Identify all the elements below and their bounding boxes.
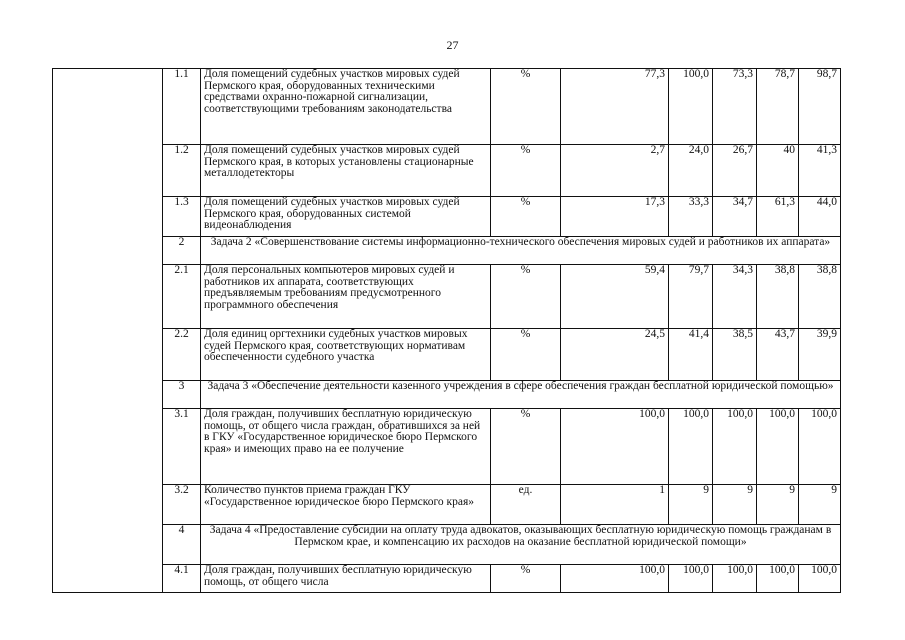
value-cell: 73,3 — [713, 69, 757, 145]
value-cell: 100,0 — [799, 565, 841, 593]
indicator-description: Количество пунктов приема граждан ГКУ «Государственное юридическое бюро Пермского края» — [201, 485, 491, 525]
value-cell: 44,0 — [799, 197, 841, 237]
task-number: 4 — [163, 525, 201, 565]
indicator-description: Доля граждан, получивших бесплатную юридическую помощь, от общего числа граждан, обратившихся за ней в ГКУ «Государственное юридическое бюро Пермского края» и имеющих право на ее получение — [201, 409, 491, 485]
table-row — [53, 409, 841, 485]
indicator-description: Доля помещений судебных участков мировых судей Пермского края, оборудованных техническими средствами охранно-пожарной сигнализации, соответствующими требованиям законодательства — [201, 69, 491, 145]
table-row — [53, 565, 841, 593]
value-cell: 61,3 — [757, 197, 799, 237]
value-cell: 2,7 — [561, 145, 669, 197]
value-cell: 9 — [713, 485, 757, 525]
row-number: 3.1 — [163, 409, 201, 485]
task-row — [53, 381, 841, 409]
task-number: 3 — [163, 381, 201, 409]
value-cell: 98,7 — [799, 69, 841, 145]
table-row — [53, 265, 841, 329]
unit-cell: % — [491, 265, 561, 329]
page-number: 27 — [446, 38, 459, 52]
value-cell: 43,7 — [757, 329, 799, 381]
value-cell: 9 — [757, 485, 799, 525]
row-number: 1.3 — [163, 197, 201, 237]
value-cell: 41,4 — [669, 329, 713, 381]
value-cell: 100,0 — [561, 409, 669, 485]
task-row — [53, 525, 841, 565]
indicator-description: Доля помещений судебных участков мировых судей Пермского края, в которых установлены стационарные металлодетекторы — [201, 145, 491, 197]
table-row — [53, 485, 841, 525]
row-number: 2.2 — [163, 329, 201, 381]
unit-cell: % — [491, 69, 561, 145]
value-cell: 34,3 — [713, 265, 757, 329]
value-cell: 59,4 — [561, 265, 669, 329]
unit-cell: % — [491, 145, 561, 197]
task-heading: Задача 4 «Предоставление субсидии на оплату труда адвокатов, оказывающих бесплатную юридическую помощь гражданам в Пермском крае, и компенсацию их расходов на оказание бесплатной юридической помощи» — [201, 525, 841, 565]
task-number: 2 — [163, 237, 201, 265]
value-cell: 100,0 — [713, 409, 757, 485]
value-cell: 38,8 — [799, 265, 841, 329]
value-cell: 9 — [799, 485, 841, 525]
row-number: 3.2 — [163, 485, 201, 525]
unit-cell: % — [491, 565, 561, 593]
value-cell: 100,0 — [669, 69, 713, 145]
indicators-table — [52, 68, 841, 593]
unit-cell: % — [491, 409, 561, 485]
task-heading: Задача 3 «Обеспечение деятельности казенного учреждения в сфере обеспечения граждан бесплатной юридической помощью» — [201, 381, 841, 409]
table-row — [53, 145, 841, 197]
value-cell: 100,0 — [669, 565, 713, 593]
unit-cell: % — [491, 329, 561, 381]
row-number: 4.1 — [163, 565, 201, 593]
value-cell: 100,0 — [713, 565, 757, 593]
value-cell: 34,7 — [713, 197, 757, 237]
indicator-description: Доля граждан, получивших бесплатную юридическую помощь, от общего числа — [201, 565, 491, 593]
value-cell: 39,9 — [799, 329, 841, 381]
value-cell: 17,3 — [561, 197, 669, 237]
value-cell: 9 — [669, 485, 713, 525]
table-row — [53, 197, 841, 237]
value-cell: 38,8 — [757, 265, 799, 329]
indicator-description: Доля помещений судебных участков мировых судей Пермского края, оборудованных системой видеонаблюдения — [201, 197, 491, 237]
row-number: 2.1 — [163, 265, 201, 329]
value-cell: 38,5 — [713, 329, 757, 381]
value-cell: 78,7 — [757, 69, 799, 145]
value-cell: 100,0 — [669, 409, 713, 485]
value-cell: 100,0 — [757, 565, 799, 593]
value-cell: 41,3 — [799, 145, 841, 197]
value-cell: 33,3 — [669, 197, 713, 237]
value-cell: 100,0 — [561, 565, 669, 593]
task-heading: Задача 2 «Совершенствование системы информационно-технического обеспечения мировых судей и работников их аппарата» — [201, 237, 841, 265]
value-cell: 24,5 — [561, 329, 669, 381]
table-row — [53, 69, 841, 145]
table-row — [53, 329, 841, 381]
indicator-description: Доля персональных компьютеров мировых судей и работников их аппарата, соответствующих предъявляемым требованиям предусмотренного программного обеспечения — [201, 265, 491, 329]
value-cell: 24,0 — [669, 145, 713, 197]
task-row — [53, 237, 841, 265]
value-cell: 100,0 — [757, 409, 799, 485]
value-cell: 26,7 — [713, 145, 757, 197]
unit-cell: % — [491, 197, 561, 237]
value-cell: 1 — [561, 485, 669, 525]
row-number: 1.2 — [163, 145, 201, 197]
row-number: 1.1 — [163, 69, 201, 145]
unit-cell: ед. — [491, 485, 561, 525]
left-blank-cell — [53, 69, 163, 593]
value-cell: 79,7 — [669, 265, 713, 329]
indicator-description: Доля единиц оргтехники судебных участков мировых судей Пермского края, соответствующих нормативам обеспеченности судебного участка — [201, 329, 491, 381]
value-cell: 40 — [757, 145, 799, 197]
value-cell: 100,0 — [799, 409, 841, 485]
value-cell: 77,3 — [561, 69, 669, 145]
